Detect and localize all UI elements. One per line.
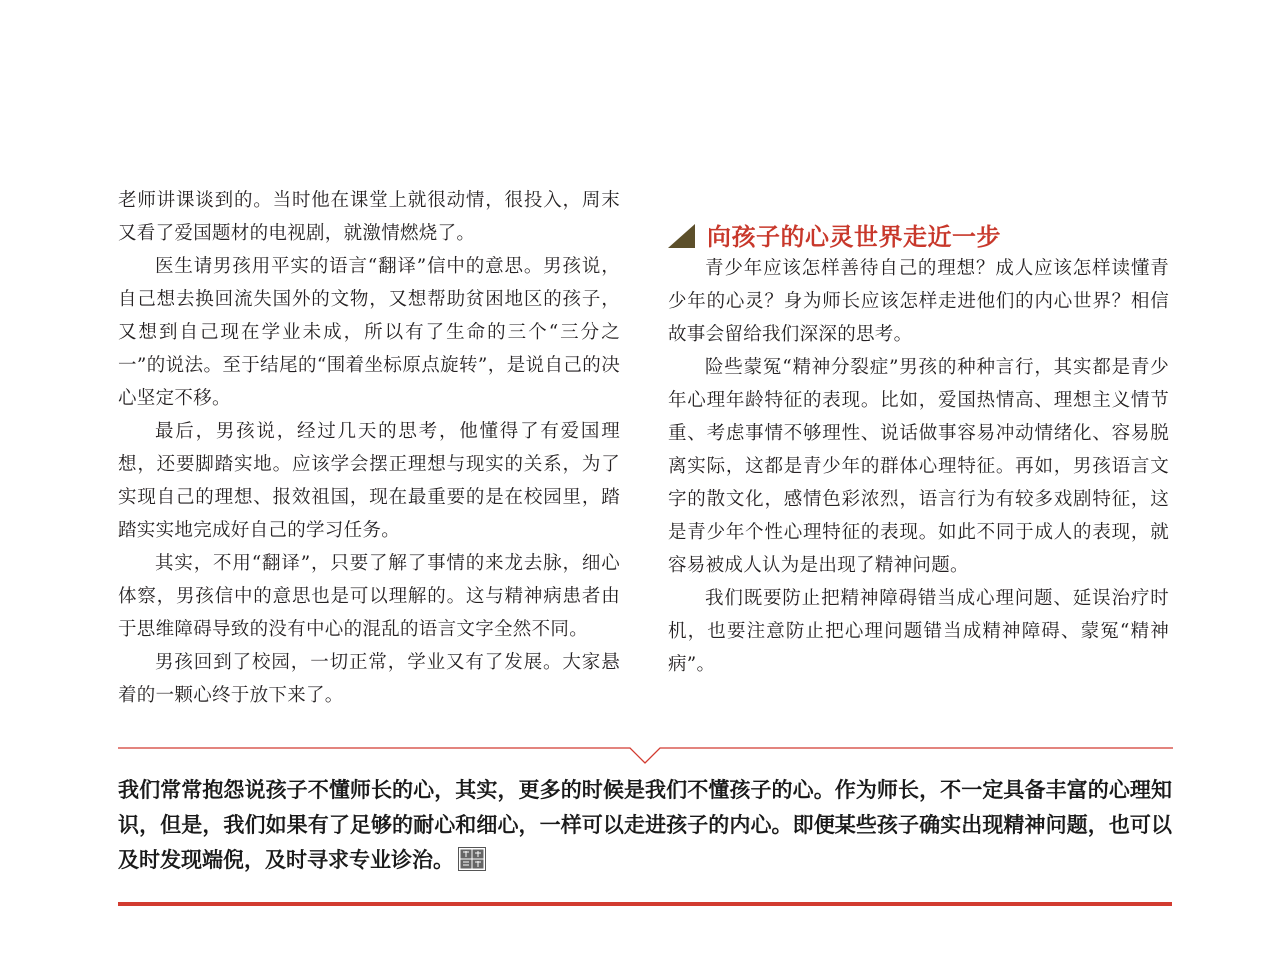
section-heading: [668, 214, 1170, 254]
right-article-column: [668, 252, 1169, 681]
left-article-column: [118, 184, 620, 712]
section-divider: [118, 735, 1173, 775]
article-paragraph: 医生请男孩用平实的语言“翻译”信中的意思。男孩说，自己想去换回流失国外的文物，又想帮助贫困地区的孩子，又想到自己现在学业未成，所以有了生命的三个“三分之一”的说法。至于结尾的“围着坐标原点旋转”，是说自己的决心坚定不移。: [118, 256, 620, 409]
article-paragraph: 最后，男孩说，经过几天的思考，他懂得了有爱国理想，还要脚踏实地。应该学会摆正理想与现实的关系，为了实现自己的理想、报效祖国，现在最重要的是在校园里，踏踏实实地完成好自己的学习任务。: [118, 421, 620, 541]
article-paragraph: 男孩回到了校园，一切正常，学业又有了发展。大家悬着的一颗心终于放下来了。: [118, 652, 620, 706]
article-paragraph: 我们既要防止把精神障碍错当成心理问题、延误治疗时机，也要注意防止把心理问题错当成精神障碍、蒙冤“精神病”。: [668, 588, 1169, 675]
article-paragraph: 险些蒙冤“精神分裂症”男孩的种种言行，其实都是青少年心理年龄特征的表现。比如，爱国热情高、理想主义情节重、考虑事情不够理性、说话做事容易冲动情绪化、容易脱离实际，这都是青少年的群体心理特征。再如，男孩语言文字的散文化，感情色彩浓烈，语言行为有较多戏剧特征，这是青少年个性心理特征的表现。如此不同于成人的表现，就容易被成人认为是出现了精神问题。: [668, 357, 1169, 576]
bottom-rule: [118, 902, 1172, 906]
article-paragraph: 其实，不用“翻译”，只要了解了事情的来龙去脉，细心体察，男孩信中的意思也是可以理解的。这与精神病患者由于思维障碍导致的没有中心的混乱的语言文字全然不同。: [118, 553, 620, 640]
article-paragraph: 老师讲课谈到的。当时他在课堂上就很动情，很投入，周末又看了爱国题材的电视剧，就激情燃烧了。: [118, 190, 620, 244]
end-mark-seal-icon: [458, 847, 486, 871]
article-paragraph: 青少年应该怎样善待自己的理想？成人应该怎样读懂青少年的心灵？身为师长应该怎样走进他们的内心世界？相信故事会留给我们深深的思考。: [668, 258, 1169, 345]
summary-text: 我们常常抱怨说孩子不懂师长的心，其实，更多的时候是我们不懂孩子的心。作为师长，不一定具备丰富的心理知识，但是，我们如果有了足够的耐心和细心，一样可以走进孩子的内心。即便某些孩子确实出现精神问题，也可以及时发现端倪，及时寻求专业诊治。: [118, 777, 1172, 872]
summary-callout: [118, 772, 1172, 877]
triangle-marker-icon: [668, 224, 695, 248]
section-heading-text: 向孩子的心灵世界走近一步: [707, 221, 1001, 251]
